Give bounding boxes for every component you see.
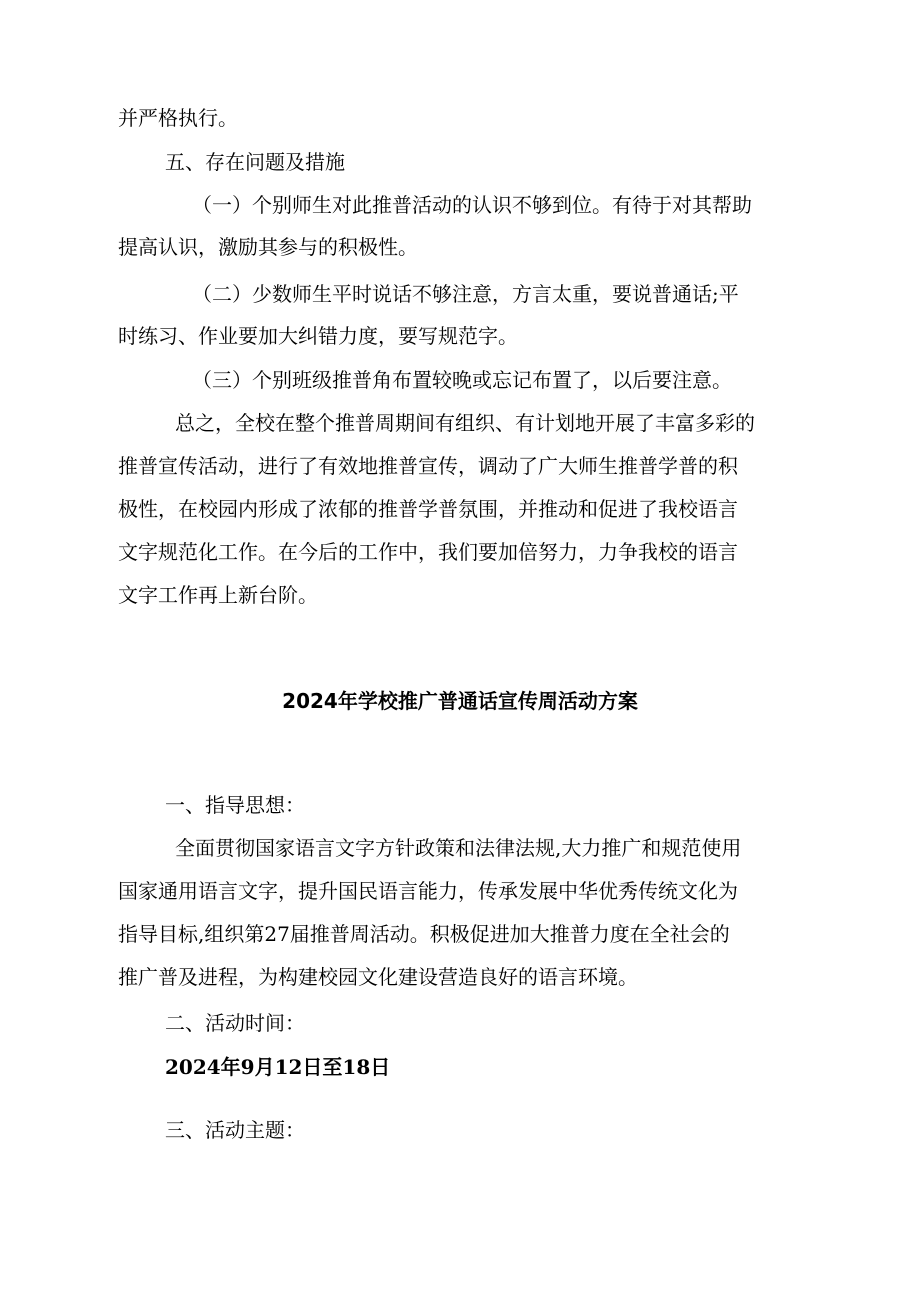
guiding-line1: 全面贯彻国家语言文字方针政策和法律法规,大力推广和规范使用 [175, 836, 742, 860]
document-title: 2024年学校推广普通话宣传周活动方案 [282, 689, 638, 713]
section-heading-problems: 五、存在问题及措施 [165, 150, 345, 174]
guiding-line4: 推广普及进程，为构建校园文化建设营造良好的语言环境。 [118, 965, 638, 989]
guiding-line2: 国家通用语言文字，提升国民语言能力，传承发展中华优秀传统文化为 [118, 879, 738, 903]
summary-line5: 文字工作再上新台阶。 [118, 583, 318, 607]
item3-line1: （三）个别班级推普角布置较晚或忘记布置了，以后要注意。 [192, 368, 732, 392]
summary-line4: 文字规范化工作。在今后的工作中，我们要加倍努力，力争我校的语言 [118, 540, 738, 564]
heading-activity-theme: 三、活动主题： [165, 1118, 305, 1142]
item1-line2: 提高认识，激励其参与的积极性。 [118, 235, 418, 259]
heading-activity-time: 二、活动时间： [165, 1011, 305, 1035]
guiding-line3: 指导目标,组织第27届推普周活动。积极促进加大推普力度在全社会的 [118, 922, 730, 946]
heading-guiding-ideology: 一、指导思想： [165, 793, 305, 817]
activity-date: 2024年9月12日至18日 [165, 1055, 391, 1079]
item1-line1: （一）个别师生对此推普活动的认识不够到位。有待于对其帮助 [192, 193, 752, 217]
item2-line2: 时练习、作业要加大纠错力度，要写规范字。 [118, 324, 518, 348]
item2-line1: （二）少数师生平时说话不够注意，方言太重，要说普通话;平 [192, 282, 739, 306]
prev-paragraph-tail: 并严格执行。 [118, 106, 238, 130]
summary-line3: 极性，在校园内形成了浓郁的推普学普氛围，并推动和促进了我校语言 [118, 497, 738, 521]
summary-line1: 总之，全校在整个推普周期间有组织、有计划地开展了丰富多彩的 [175, 411, 755, 435]
summary-line2: 推普宣传活动，进行了有效地推普宣传，调动了广大师生推普学普的积 [118, 454, 738, 478]
